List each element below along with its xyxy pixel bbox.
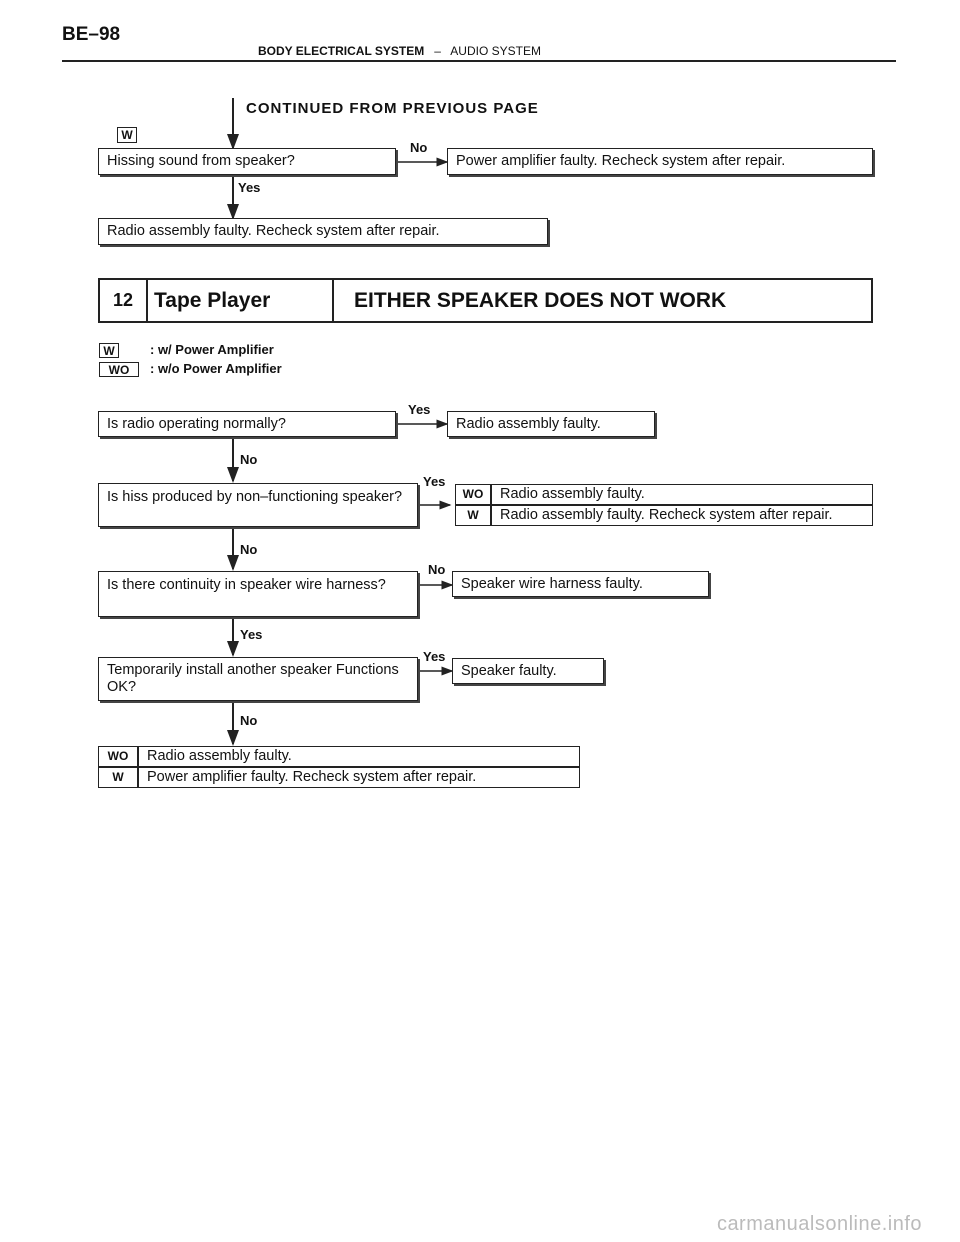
result-q2-wo-radio-faulty: Radio assembly faulty. <box>491 484 873 505</box>
subsection-title: AUDIO SYSTEM <box>450 44 541 58</box>
question-hissing: Hissing sound from speaker? <box>98 148 396 175</box>
result-amplifier-faulty: Power amplifier faulty. Recheck system after repair. <box>447 148 873 175</box>
result-final-w-amplifier-faulty: Power amplifier faulty. Recheck system after repair. <box>138 767 580 788</box>
result-q2-w-radio-faulty: Radio assembly faulty. Recheck system after repair. <box>491 505 873 526</box>
q1-no-label: No <box>240 452 258 467</box>
yes-label: Yes <box>238 180 261 195</box>
section-title: BODY ELECTRICAL SYSTEM <box>258 44 425 58</box>
legend-w-tag: W <box>99 343 119 358</box>
procedure-title: EITHER SPEAKER DOES NOT WORK <box>354 289 727 312</box>
q1-yes-label: Yes <box>408 402 431 417</box>
result-wire-harness-faulty: Speaker wire harness faulty. <box>452 571 709 597</box>
q3-yes-label: Yes <box>240 627 263 642</box>
result-radio-faulty: Radio assembly faulty. Recheck system after repair. <box>98 218 548 245</box>
w-tag: W <box>117 127 137 143</box>
page-number: BE–98 <box>62 24 121 45</box>
q2-w-tag: W <box>455 505 491 526</box>
question-continuity: Is there continuity in speaker wire harness? <box>98 571 418 617</box>
no-label: No <box>410 140 428 155</box>
result-speaker-faulty: Speaker faulty. <box>452 658 604 684</box>
legend-w-text: : w/ Power Amplifier <box>150 342 274 357</box>
q2-wo-tag: WO <box>455 484 491 505</box>
result-final-wo-radio-faulty: Radio assembly faulty. <box>138 746 580 767</box>
q3-no-label: No <box>428 562 446 577</box>
procedure-category: Tape Player <box>146 280 334 321</box>
legend-wo-tag: WO <box>99 362 139 377</box>
continued-banner: CONTINUED FROM PREVIOUS PAGE <box>246 100 539 117</box>
watermark: carmanualsonline.info <box>716 1213 922 1235</box>
question-radio-normal: Is radio operating normally? <box>98 411 396 437</box>
legend-wo-text: : w/o Power Amplifier <box>150 361 282 376</box>
q2-yes-label: Yes <box>423 474 446 489</box>
result-q1-radio-faulty: Radio assembly faulty. <box>447 411 655 437</box>
final-wo-tag: WO <box>98 746 138 767</box>
q4-no-label: No <box>240 713 258 728</box>
question-install-speaker: Temporarily install another speaker Functions OK? <box>98 657 418 701</box>
q4-yes-label: Yes <box>423 649 446 664</box>
procedure-number: 12 <box>100 280 148 321</box>
q2-no-label: No <box>240 542 258 557</box>
question-hiss-produced: Is hiss produced by non–functioning speaker? <box>98 483 418 527</box>
final-w-tag: W <box>98 767 138 788</box>
header-separator: – <box>434 44 441 58</box>
procedure-title-bar <box>98 278 873 323</box>
